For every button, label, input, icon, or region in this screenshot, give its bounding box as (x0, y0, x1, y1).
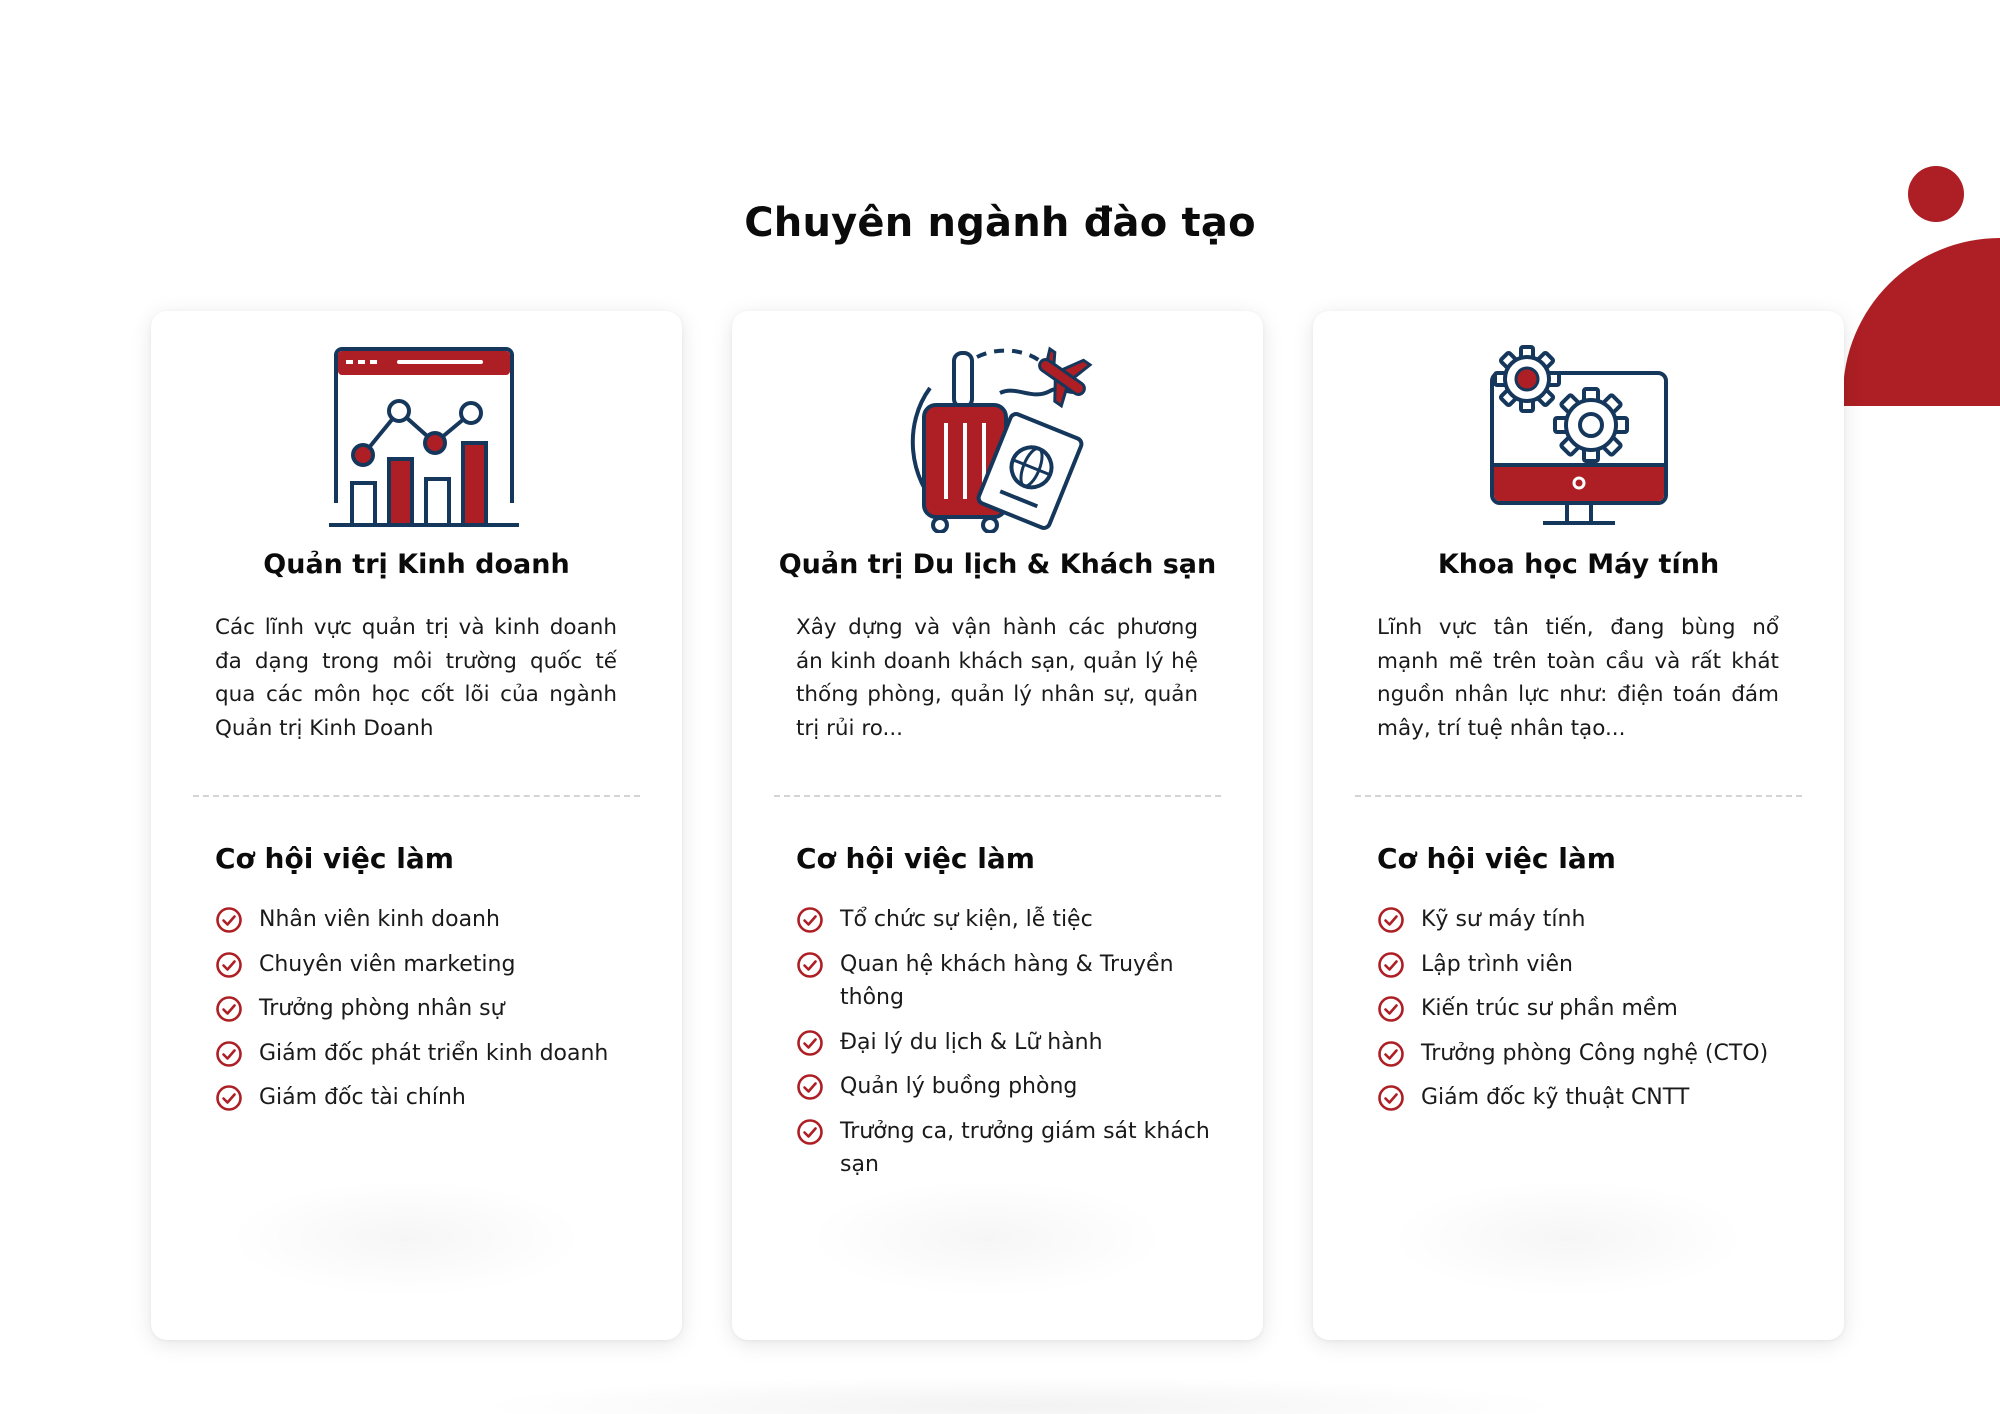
job-item (215, 1037, 655, 1071)
program-card-tourism[interactable] (732, 311, 1263, 1340)
jobs-heading: Cơ hội việc làm (796, 842, 1035, 875)
computer-gears-icon (1463, 343, 1694, 533)
job-label: Kiến trúc sư phần mềm (1421, 996, 1678, 1021)
check-circle-icon (796, 1073, 824, 1101)
job-label: Giám đốc phát triển kinh doanh (259, 1040, 609, 1066)
card-glow (226, 1179, 586, 1297)
jobs-list (796, 903, 1236, 1193)
job-label: Trưởng ca, trưởng giám sát khách sạn (840, 1118, 1210, 1177)
job-label: Nhân viên kinh doanh (259, 907, 500, 932)
job-label: Quản lý buồng phòng (840, 1074, 1078, 1099)
job-item (1377, 903, 1817, 937)
job-item (1377, 1081, 1817, 1115)
job-item (1377, 992, 1817, 1026)
check-circle-icon (796, 906, 824, 934)
check-circle-icon (1377, 995, 1405, 1023)
check-circle-icon (215, 1040, 243, 1068)
check-circle-icon (1377, 951, 1405, 979)
card-title: Quản trị Du lịch & Khách sạn (778, 549, 1217, 580)
job-label: Lập trình viên (1421, 951, 1573, 977)
card-glow (1388, 1179, 1748, 1297)
job-label: Kỹ sư máy tính (1421, 907, 1586, 932)
section-title: Chuyên ngành đào tạo (744, 200, 1256, 246)
job-item (215, 903, 655, 937)
job-item (215, 992, 655, 1026)
program-card-business[interactable] (151, 311, 682, 1340)
check-circle-icon (1377, 906, 1405, 934)
card-title: Khoa học Máy tính (1437, 549, 1720, 580)
card-description: Lĩnh vực tân tiến, đang bùng nổ mạnh mẽ trên toàn cầu và rất khát nguồn nhân lực như: điện toán đám mây, trí tuệ nhân tạo... (1377, 615, 1779, 741)
job-item (1377, 1037, 1817, 1071)
check-circle-icon (215, 1084, 243, 1112)
job-label: Quan hệ khách hàng & Truyền thông (840, 951, 1174, 1010)
check-circle-icon (215, 951, 243, 979)
business-analytics-icon (301, 343, 532, 533)
job-item (796, 1115, 1236, 1182)
card-divider (193, 795, 640, 797)
check-circle-icon (1377, 1040, 1405, 1068)
job-item (796, 1070, 1236, 1104)
check-circle-icon (796, 1029, 824, 1057)
card-title: Quản trị Kinh doanh (263, 549, 570, 580)
job-item (796, 948, 1236, 1015)
jobs-heading: Cơ hội việc làm (215, 842, 454, 875)
check-circle-icon (215, 906, 243, 934)
check-circle-icon (1377, 1084, 1405, 1112)
decorative-red-shape (1843, 238, 2000, 406)
check-circle-icon (796, 1118, 824, 1146)
check-circle-icon (215, 995, 243, 1023)
job-item (796, 1026, 1236, 1060)
jobs-list (215, 903, 655, 1126)
card-divider (774, 795, 1221, 797)
travel-luggage-icon (882, 343, 1113, 533)
check-circle-icon (796, 951, 824, 979)
job-label: Giám đốc kỹ thuật CNTT (1421, 1085, 1690, 1110)
job-item (215, 948, 655, 982)
jobs-list (1377, 903, 1817, 1126)
bottom-shadow (470, 1376, 1570, 1414)
job-label: Đại lý du lịch & Lữ hành (840, 1029, 1103, 1055)
card-description: Các lĩnh vực quản trị và kinh doanh đa dạng trong môi trường quốc tế qua các môn học cốt lõi của ngành Quản trị Kinh Doanh (215, 615, 617, 741)
job-label: Chuyên viên marketing (259, 951, 516, 977)
job-label: Tổ chức sự kiện, lễ tiệc (840, 907, 1093, 932)
job-item (215, 1081, 655, 1115)
job-label: Giám đốc tài chính (259, 1085, 466, 1110)
program-card-computer-science[interactable] (1313, 311, 1844, 1340)
card-divider (1355, 795, 1802, 797)
job-item (796, 903, 1236, 937)
card-glow (807, 1179, 1167, 1297)
card-description: Xây dựng và vận hành các phương án kinh doanh khách sạn, quản lý hệ thống phòng, quản lý nhân sự, quản trị rủi ro... (796, 615, 1198, 741)
job-label: Trưởng phòng Công nghệ (CTO) (1421, 1040, 1769, 1066)
job-item (1377, 948, 1817, 982)
job-label: Trưởng phòng nhân sự (259, 996, 505, 1021)
jobs-heading: Cơ hội việc làm (1377, 842, 1616, 875)
